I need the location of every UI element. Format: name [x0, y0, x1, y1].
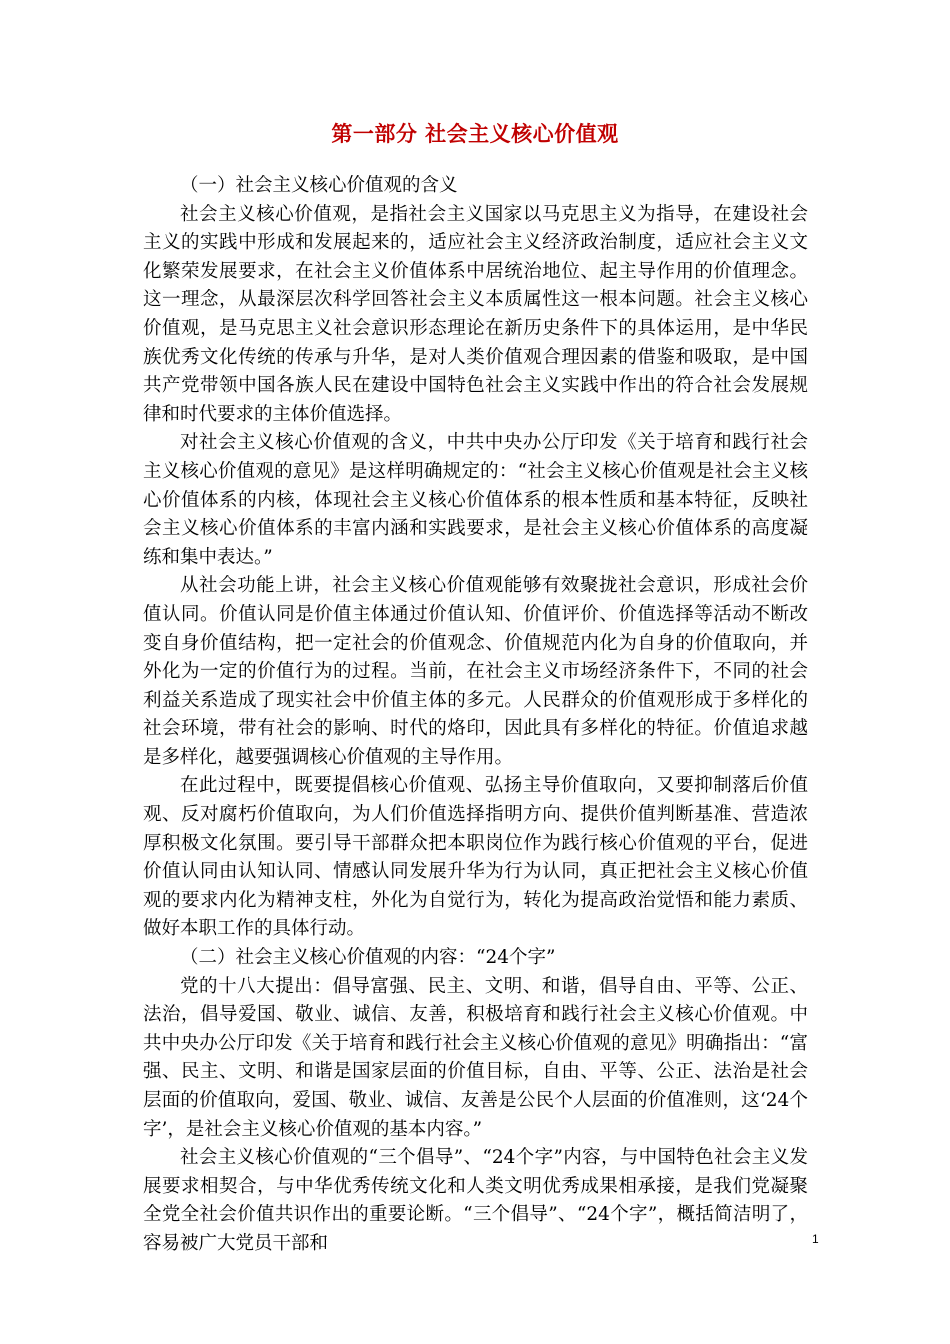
page-title: 第一部分 社会主义核心价值观	[331, 122, 619, 146]
paragraph: 社会主义核心价值观的“三个倡导”、“24个字”内容，与中国特色社会主义发展要求相契合，与中华优秀传统文化和人类文明优秀成果相承接，是我们党凝聚全党全社会价值共识作出的重要论断。“三个倡导”、“24个字”，概括简洁明了，容易被广大党员干部和	[143, 1147, 808, 1254]
paragraph: 从社会功能上讲，社会主义核心价值观能够有效聚拢社会意识，形成社会价值认同。价值认同是价值主体通过价值认知、价值评价、价值选择等活动不断改变自身价值结构，把一定社会的价值观念、价值规范内化为自身的价值取向，并外化为一定的价值行为的过程。当前，在社会主义市场经济条件下，不同的社会利益关系造成了现实社会中价值主体的多元。人民群众的价值观形成于多样化的社会环境，带有社会的影响、时代的烙印，因此具有多样化的特征。价值追求越是多样化，越要强调核心价值观的主导作用。	[143, 575, 808, 768]
section-heading-1: （一）社会主义核心价值观的含义	[180, 175, 458, 196]
paragraph: 对社会主义核心价值观的含义，中共中央办公厅印发《关于培育和践行社会主义核心价值观的意见》是这样明确规定的：“社会主义核心价值观是社会主义核心价值体系的内核，体现社会主义核心价值体系的根本性质和基本特征，反映社会主义核心价值体系的丰富内涵和实践要求，是社会主义核心价值体系的高度凝练和集中表达。”	[143, 432, 808, 568]
paragraph: 社会主义核心价值观，是指社会主义国家以马克思主义为指导，在建设社会主义的实践中形成和发展起来的，适应社会主义经济政治制度，适应社会主义文化繁荣发展要求，在社会主义价值体系中居统治地位、起主导作用的价值理念。这一理念，从最深层次科学回答社会主义本质属性这一根本问题。社会主义核心价值观，是马克思主义社会意识形态理论在新历史条件下的具体运用，是中华民族优秀文化传统的传承与升华，是对人类价值观合理因素的借鉴和吸取，是中国共产党带领中国各族人民在建设中国特色社会主义实践中作出的符合社会发展规律和时代要求的主体价值选择。	[143, 203, 808, 425]
paragraph: 党的十八大提出：倡导富强、民主、文明、和谐，倡导自由、平等、公正、法治，倡导爱国、敬业、诚信、友善，积极培育和践行社会主义核心价值观。中共中央办公厅印发《关于培育和践行社会主义核心价值观的意见》明确指出：“富强、民主、文明、和谐是国家层面的价值目标，自由、平等、公正、法治是社会层面的价值取向，爱国、敬业、诚信、友善是公民个人层面的价值准则，这‘24个字’，是社会主义核心价值观的基本内容。”	[143, 975, 808, 1140]
section-heading-2: （二）社会主义核心价值观的内容：“24个字”	[180, 947, 556, 969]
paragraph: 在此过程中，既要提倡核心价值观、弘扬主导价值取向，又要抑制落后价值观、反对腐朽价值取向，为人们价值选择指明方向、提供价值判断基准、营造浓厚积极文化氛围。要引导干部群众把本职岗位作为践行核心价值观的平台，促进价值认同由认知认同、情感认同发展升华为行为认同，真正把社会主义核心价值观的要求内化为精神支柱，外化为自觉行为，转化为提高政治觉悟和能力素质、做好本职工作的具体行动。	[143, 775, 808, 940]
page-number: 1	[812, 1232, 819, 1246]
body-text	[143, 172, 808, 1259]
